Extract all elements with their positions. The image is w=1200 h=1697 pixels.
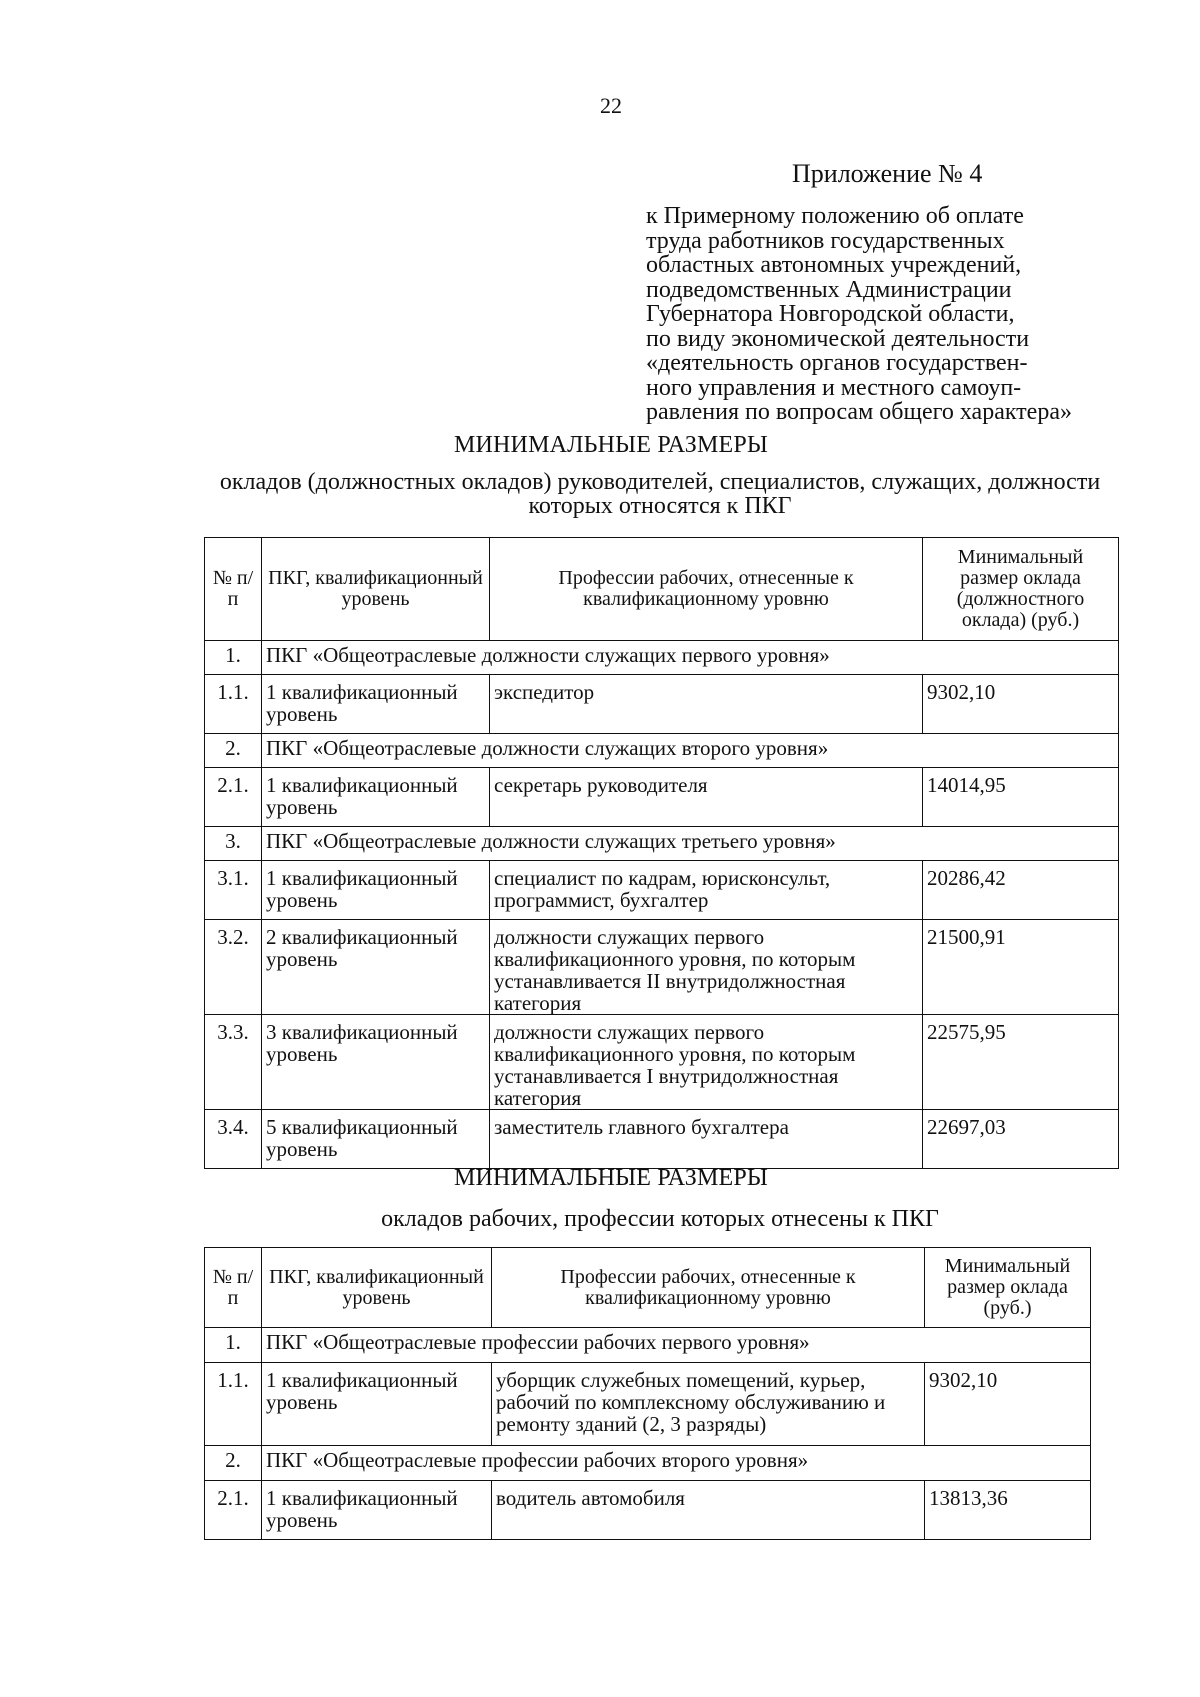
header-num: № п/п [205, 1248, 262, 1328]
group-row [205, 641, 1119, 675]
row-salary: 21500,91 [923, 920, 1119, 1015]
header-professions: Профессии рабочих, отнесенные к квалификационному уровню [490, 538, 923, 641]
group-num: 2. [205, 1446, 262, 1481]
group-name: ПКГ «Общеотраслевые должности служащих третьего уровня» [262, 827, 1119, 861]
row-level: 1 квалификационный уровень [262, 675, 490, 734]
header-salary: Минимальный размер оклада (руб.) [925, 1248, 1091, 1328]
group-num: 1. [205, 641, 262, 675]
row-salary: 9302,10 [923, 675, 1119, 734]
row-profession: специалист по кадрам, юрисконсульт, программист, бухгалтер [490, 861, 923, 920]
page-number: 22 [600, 93, 622, 118]
group-row [205, 1446, 1091, 1481]
salary-table-workers [204, 1247, 1091, 1540]
table-row [205, 920, 1119, 1015]
section2-subtitle: окладов рабочих, профессии которых отнесены к ПКГ [381, 1206, 939, 1232]
row-level: 5 квалификационный уровень [262, 1110, 490, 1169]
row-num: 3.3. [205, 1015, 262, 1110]
section2-title: МИНИМАЛЬНЫЕ РАЗМЕРЫ [453, 1165, 769, 1191]
row-level: 1 квалификационный уровень [262, 768, 490, 827]
table-row [205, 861, 1119, 920]
row-salary: 20286,42 [923, 861, 1119, 920]
appendix-title: Приложение № 4 [792, 159, 983, 188]
header-pkg: ПКГ, квалификационный уровень [262, 538, 490, 641]
table-header-row [205, 1248, 1091, 1328]
group-name: ПКГ «Общеотраслевые должности служащих первого уровня» [262, 641, 1119, 675]
group-num: 3. [205, 827, 262, 861]
row-level: 3 квалификационный уровень [262, 1015, 490, 1110]
group-row [205, 734, 1119, 768]
group-num: 2. [205, 734, 262, 768]
group-name: ПКГ «Общеотраслевые профессии рабочих первого уровня» [262, 1328, 1091, 1363]
header-professions: Профессии рабочих, отнесенные к квалификационному уровню [492, 1248, 925, 1328]
header-salary: Минимальный размер оклада (должностного оклада) (руб.) [923, 538, 1119, 641]
row-level: 1 квалификационный уровень [262, 861, 490, 920]
group-row [205, 1328, 1091, 1363]
salary-table-employees [204, 537, 1119, 1169]
row-salary: 22697,03 [923, 1110, 1119, 1169]
row-profession: уборщик служебных помещений, курьер, рабочий по комплексному обслуживанию и ремонту зданий (2, 3 разряды) [492, 1363, 925, 1446]
group-row [205, 827, 1119, 861]
row-num: 3.1. [205, 861, 262, 920]
header-pkg: ПКГ, квалификационный уровень [262, 1248, 492, 1328]
table-row [205, 1481, 1091, 1540]
row-salary: 9302,10 [925, 1363, 1091, 1446]
header-num: № п/п [205, 538, 262, 641]
table-row [205, 768, 1119, 827]
table-row [205, 1015, 1119, 1110]
row-profession: водитель автомобиля [492, 1481, 925, 1540]
row-salary: 14014,95 [923, 768, 1119, 827]
row-num: 2.1. [205, 1481, 262, 1540]
row-num: 1.1. [205, 1363, 262, 1446]
group-num: 1. [205, 1328, 262, 1363]
row-profession: должности служащих первого квалификационного уровня, по которым устанавливается II внутридолжностная категория [490, 920, 923, 1015]
row-salary: 13813,36 [925, 1481, 1091, 1540]
row-level: 1 квалификационный уровень [262, 1481, 492, 1540]
row-salary: 22575,95 [923, 1015, 1119, 1110]
row-level: 1 квалификационный уровень [262, 1363, 492, 1446]
appendix-reference: к Примерному положению об оплате труда работников государственных областных автономных учреждений, подведомственных Администрации Губернатора Новгородской области, по виду экономической деятельности «деятельность органов государствен- ного управления и местного самоуп- равления по вопросам общего характера» [646, 203, 1072, 425]
row-profession: экспедитор [490, 675, 923, 734]
row-num: 3.4. [205, 1110, 262, 1169]
section1-title: МИНИМАЛЬНЫЕ РАЗМЕРЫ [453, 432, 769, 458]
row-profession: должности служащих первого квалификационного уровня, по которым устанавливается I внутридолжностная категория [490, 1015, 923, 1110]
table-row [205, 1363, 1091, 1446]
table-row [205, 675, 1119, 734]
row-profession: заместитель главного бухгалтера [490, 1110, 923, 1169]
group-name: ПКГ «Общеотраслевые профессии рабочих второго уровня» [262, 1446, 1091, 1481]
section1-subtitle: окладов (должностных окладов) руководителей, специалистов, служащих, должности которых относятся к ПКГ [219, 469, 1101, 519]
row-num: 2.1. [205, 768, 262, 827]
row-num: 3.2. [205, 920, 262, 1015]
row-num: 1.1. [205, 675, 262, 734]
table-header-row [205, 538, 1119, 641]
group-name: ПКГ «Общеотраслевые должности служащих второго уровня» [262, 734, 1119, 768]
table-row [205, 1110, 1119, 1169]
row-level: 2 квалификационный уровень [262, 920, 490, 1015]
row-profession: секретарь руководителя [490, 768, 923, 827]
